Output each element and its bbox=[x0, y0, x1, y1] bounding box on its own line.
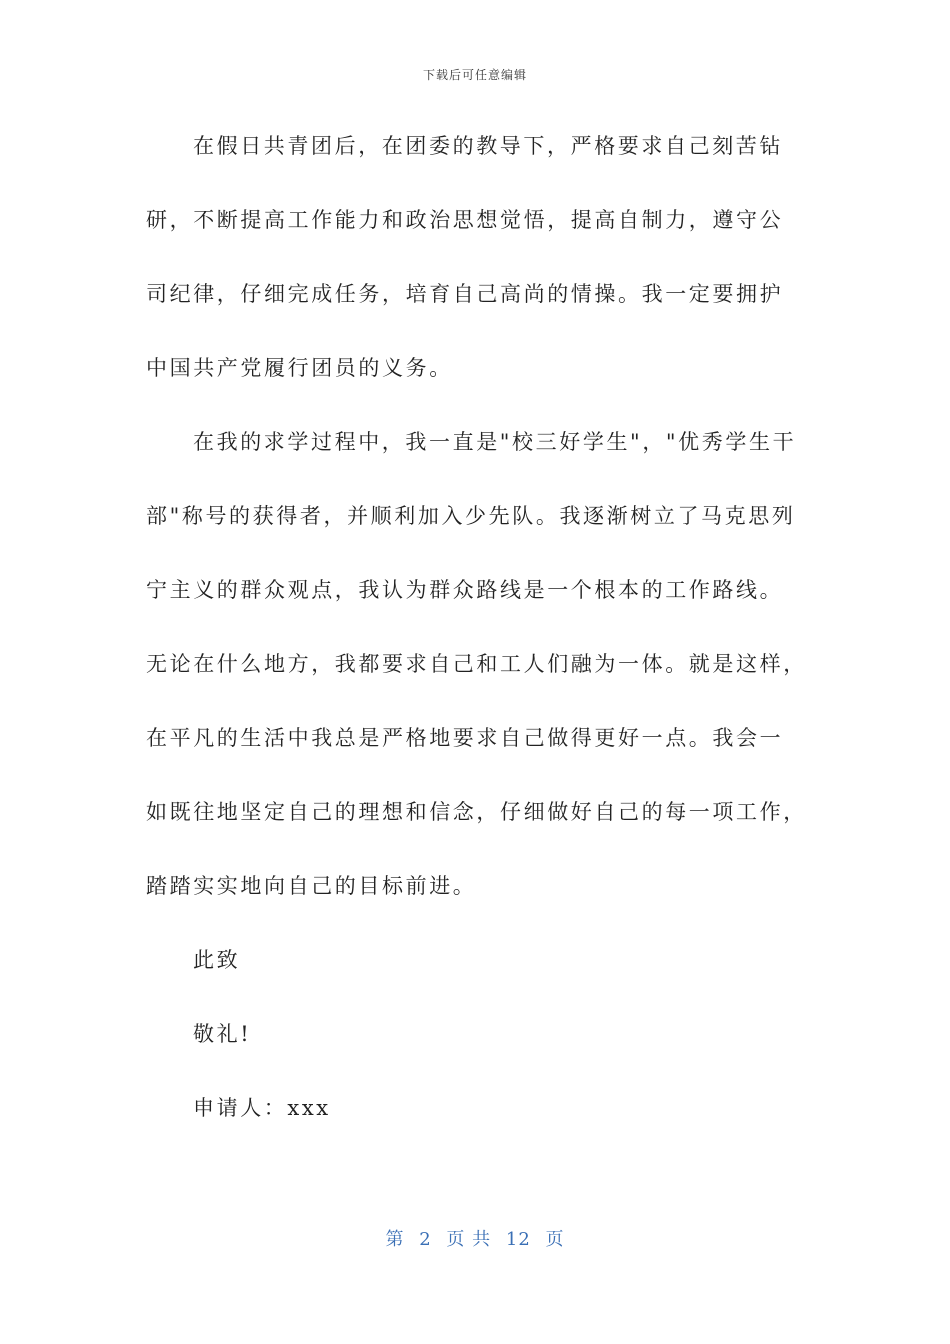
paragraph-line: 研，不断提高工作能力和政治思想觉悟，提高自制力，遵守公 bbox=[146, 208, 784, 232]
page-header: 下载后可任意编辑 bbox=[422, 68, 527, 82]
paragraph-line: 无论在什么地方，我都要求自己和工人们融为一体。就是这样， bbox=[146, 652, 807, 676]
paragraph-line: 宁主义的群众观点，我认为群众路线是一个根本的工作路线。 bbox=[146, 578, 784, 602]
closing-salutation: 此致 bbox=[193, 948, 241, 972]
document-body bbox=[146, 120, 806, 1156]
paragraph-line: 在平凡的生活中我总是严格地要求自己做得更好一点。我会一 bbox=[146, 726, 784, 750]
paragraph-line: 在我的求学过程中，我一直是"校三好学生"，"优秀学生干 bbox=[193, 430, 797, 454]
current-page-number: 2 bbox=[419, 1229, 432, 1250]
paragraph-line: 如既往地坚定自己的理想和信念，仔细做好自己的每一项工作， bbox=[146, 800, 807, 824]
paragraph-line: 部"称号的获得者，并顺利加入少先队。我逐渐树立了马克思列 bbox=[146, 504, 796, 528]
applicant-signature: 申请人：xxx bbox=[193, 1096, 331, 1120]
paragraph-line: 中国共产党履行团员的义务。 bbox=[146, 356, 453, 380]
page-label-prefix: 第 bbox=[385, 1229, 405, 1250]
paragraph-line: 司纪律，仔细完成任务，培育自己高尚的情操。我一定要拥护 bbox=[146, 282, 784, 306]
paragraph-line: 踏踏实实地向自己的目标前进。 bbox=[146, 874, 477, 898]
paragraph-line: 在假日共青团后，在团委的教导下，严格要求自己刻苦钻 bbox=[193, 134, 783, 158]
page-footer bbox=[0, 1225, 950, 1251]
total-page-count: 12 bbox=[505, 1229, 531, 1250]
page-label-middle: 页 共 bbox=[446, 1229, 492, 1250]
closing-regards: 敬礼! bbox=[193, 1022, 252, 1046]
page-label-suffix: 页 bbox=[545, 1229, 565, 1250]
